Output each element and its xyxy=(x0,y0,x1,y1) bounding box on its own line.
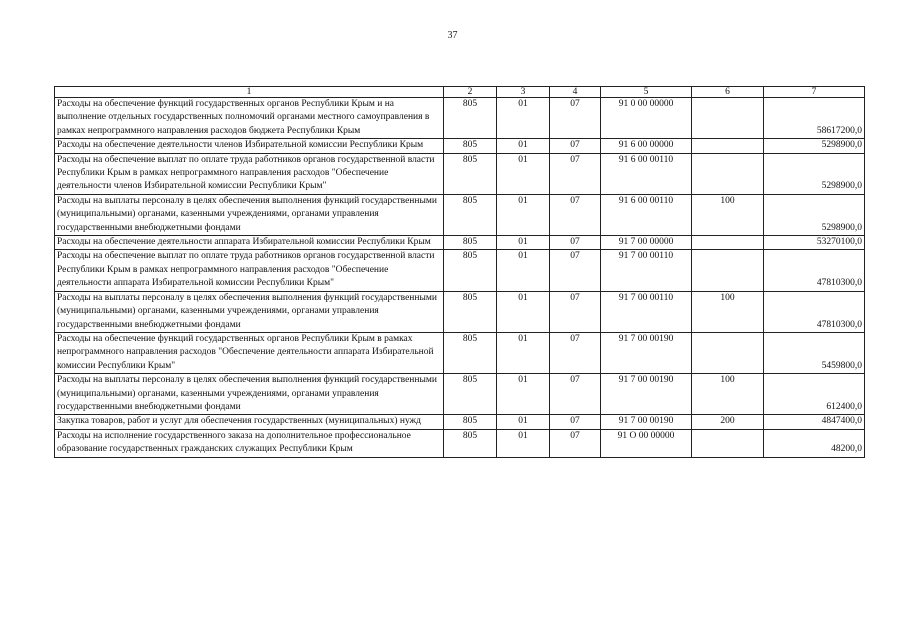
target-article-cell: 91 7 00 00190 xyxy=(601,332,692,373)
column-header: 2 xyxy=(444,87,497,98)
expense-name-cell: Расходы на выплаты персоналу в целях обеспечения выполнения функций государственными (муниципальными) органами, казенными учреждениями, органами управления государственными внебюджетными фондами xyxy=(55,374,444,415)
table-row xyxy=(55,250,865,291)
target-article-cell: 91 7 00 00190 xyxy=(601,374,692,415)
page-number: 37 xyxy=(447,30,458,41)
expense-type-cell: 100 xyxy=(692,194,764,235)
section-code-cell: 01 xyxy=(497,374,550,415)
table-row xyxy=(55,153,865,194)
amount-cell: 47810300,0 xyxy=(764,291,865,332)
subsection-code-cell: 07 xyxy=(550,98,601,139)
expense-name-cell: Расходы на обеспечение деятельности членов Избирательной комиссии Республики Крым xyxy=(55,139,444,153)
section-code-cell: 01 xyxy=(497,194,550,235)
column-header: 4 xyxy=(550,87,601,98)
target-article-cell: 91 0 00 00000 xyxy=(601,98,692,139)
amount-cell: 5459800,0 xyxy=(764,332,865,373)
ministry-code-cell: 805 xyxy=(444,415,497,429)
ministry-code-cell: 805 xyxy=(444,332,497,373)
expense-type-cell: 100 xyxy=(692,374,764,415)
ministry-code-cell: 805 xyxy=(444,236,497,250)
expense-type-cell xyxy=(692,332,764,373)
table-row xyxy=(55,291,865,332)
table-row xyxy=(55,429,865,457)
expense-type-cell xyxy=(692,429,764,457)
expense-name-cell: Расходы на исполнение государственного заказа на дополнительное профессиональное образование государственных гражданских служащих Республики Крым xyxy=(55,429,444,457)
table-header-row xyxy=(55,87,865,98)
amount-cell: 5298900,0 xyxy=(764,139,865,153)
expense-name-cell: Расходы на обеспечение функций государственных органов Республики Крым и на выполнение отдельных государственных полномочий органами местного самоуправления в рамках непрограммного направления расходов бюджета Республики Крым xyxy=(55,98,444,139)
expense-name-cell: Расходы на обеспечение выплат по оплате труда работников органов государственной власти Республики Крым в рамках непрограммного направления расходов "Обеспечение деятельности аппарата Избирательной комиссии Республики Крым" xyxy=(55,250,444,291)
section-code-cell: 01 xyxy=(497,139,550,153)
target-article-cell: 91 6 00 00110 xyxy=(601,153,692,194)
ministry-code-cell: 805 xyxy=(444,429,497,457)
section-code-cell: 01 xyxy=(497,250,550,291)
subsection-code-cell: 07 xyxy=(550,429,601,457)
subsection-code-cell: 07 xyxy=(550,139,601,153)
amount-cell: 5298900,0 xyxy=(764,194,865,235)
table-row xyxy=(55,98,865,139)
subsection-code-cell: 07 xyxy=(550,236,601,250)
subsection-code-cell: 07 xyxy=(550,415,601,429)
column-header: 6 xyxy=(692,87,764,98)
expense-type-cell xyxy=(692,98,764,139)
expense-name-cell: Закупка товаров, работ и услуг для обеспечения государственных (муниципальных) нужд xyxy=(55,415,444,429)
expense-type-cell: 200 xyxy=(692,415,764,429)
section-code-cell: 01 xyxy=(497,98,550,139)
target-article-cell: 91 7 00 00000 xyxy=(601,236,692,250)
subsection-code-cell: 07 xyxy=(550,194,601,235)
subsection-code-cell: 07 xyxy=(550,250,601,291)
amount-cell: 4847400,0 xyxy=(764,415,865,429)
subsection-code-cell: 07 xyxy=(550,374,601,415)
expense-type-cell xyxy=(692,139,764,153)
table-row xyxy=(55,374,865,415)
table-row xyxy=(55,236,865,250)
section-code-cell: 01 xyxy=(497,415,550,429)
table-row xyxy=(55,139,865,153)
target-article-cell: 91 7 00 00110 xyxy=(601,291,692,332)
target-article-cell: 91 6 00 00000 xyxy=(601,139,692,153)
target-article-cell: 91 О 00 00000 xyxy=(601,429,692,457)
subsection-code-cell: 07 xyxy=(550,332,601,373)
table-row xyxy=(55,194,865,235)
amount-cell: 47810300,0 xyxy=(764,250,865,291)
ministry-code-cell: 805 xyxy=(444,374,497,415)
section-code-cell: 01 xyxy=(497,153,550,194)
amount-cell: 5298900,0 xyxy=(764,153,865,194)
amount-cell: 612400,0 xyxy=(764,374,865,415)
amount-cell: 48200,0 xyxy=(764,429,865,457)
expense-name-cell: Расходы на обеспечение функций государственных органов Республики Крым в рамках непрограммного направления расходов "Обеспечение деятельности аппарата Избирательной комиссии Республики Крым" xyxy=(55,332,444,373)
expense-type-cell xyxy=(692,153,764,194)
expense-type-cell xyxy=(692,250,764,291)
section-code-cell: 01 xyxy=(497,236,550,250)
expense-type-cell: 100 xyxy=(692,291,764,332)
column-header: 1 xyxy=(55,87,444,98)
section-code-cell: 01 xyxy=(497,429,550,457)
ministry-code-cell: 805 xyxy=(444,194,497,235)
expense-name-cell: Расходы на обеспечение деятельности аппарата Избирательной комиссии Республики Крым xyxy=(55,236,444,250)
target-article-cell: 91 7 00 00190 xyxy=(601,415,692,429)
budget-table xyxy=(54,86,865,458)
ministry-code-cell: 805 xyxy=(444,98,497,139)
table-row xyxy=(55,415,865,429)
ministry-code-cell: 805 xyxy=(444,139,497,153)
ministry-code-cell: 805 xyxy=(444,250,497,291)
expense-type-cell xyxy=(692,236,764,250)
subsection-code-cell: 07 xyxy=(550,153,601,194)
section-code-cell: 01 xyxy=(497,291,550,332)
expense-name-cell: Расходы на выплаты персоналу в целях обеспечения выполнения функций государственными (муниципальными) органами, казенными учреждениями, органами управления государственными внебюджетными фондами xyxy=(55,291,444,332)
ministry-code-cell: 805 xyxy=(444,291,497,332)
ministry-code-cell: 805 xyxy=(444,153,497,194)
section-code-cell: 01 xyxy=(497,332,550,373)
target-article-cell: 91 6 00 00110 xyxy=(601,194,692,235)
column-header: 5 xyxy=(601,87,692,98)
column-header: 7 xyxy=(764,87,865,98)
column-header: 3 xyxy=(497,87,550,98)
expense-name-cell: Расходы на обеспечение выплат по оплате труда работников органов государственной власти Республики Крым в рамках непрограммного направления расходов "Обеспечение деятельности членов Избирательной комиссии Республики Крым" xyxy=(55,153,444,194)
subsection-code-cell: 07 xyxy=(550,291,601,332)
table-row xyxy=(55,332,865,373)
amount-cell: 58617200,0 xyxy=(764,98,865,139)
target-article-cell: 91 7 00 00110 xyxy=(601,250,692,291)
amount-cell: 53270100,0 xyxy=(764,236,865,250)
expense-name-cell: Расходы на выплаты персоналу в целях обеспечения выполнения функций государственными (муниципальными) органами, казенными учреждениями, органами управления государственными внебюджетными фондами xyxy=(55,194,444,235)
